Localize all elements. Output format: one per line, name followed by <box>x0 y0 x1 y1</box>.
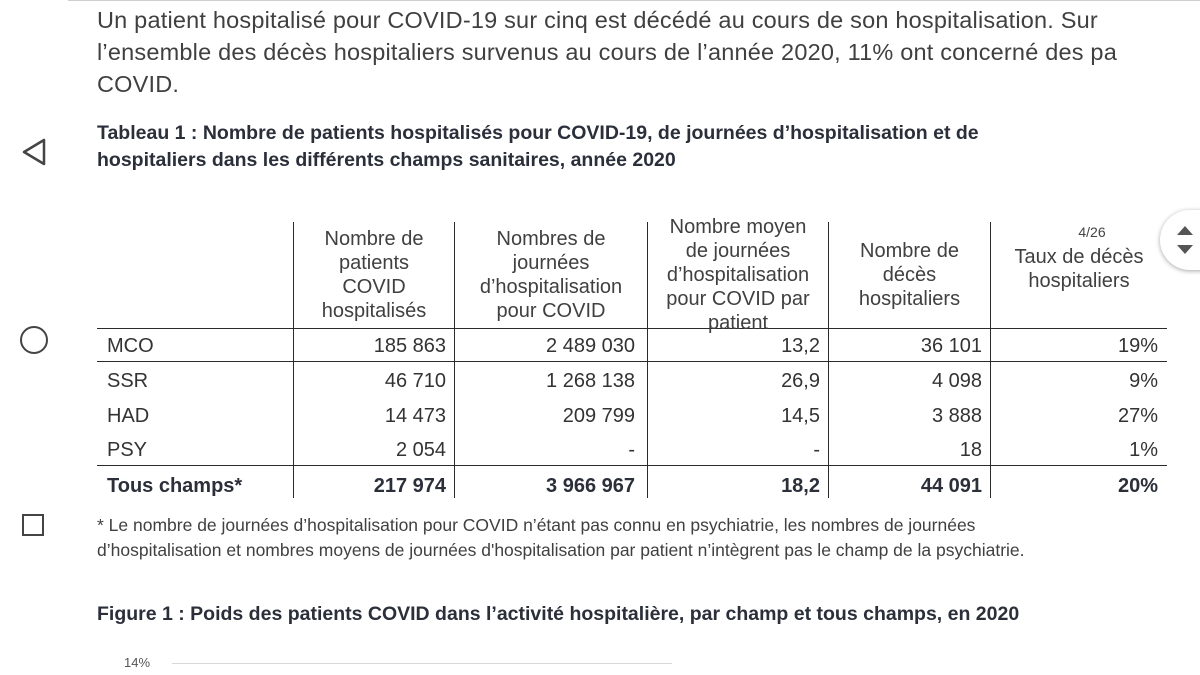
row-label: Tous champs* <box>107 475 243 497</box>
cell-moyen: 26,9 <box>781 370 820 392</box>
footnote-line: d’hospitalisation et nombres moyens de journées d'hospitalisation par patient n’intègrent pas le champ de la psychiatrie. <box>97 540 1025 560</box>
row-label: MCO <box>107 335 154 357</box>
figure-gridline <box>172 663 672 664</box>
cell-patients: 2 054 <box>395 439 446 461</box>
row-label: PSY <box>107 439 148 461</box>
table-caption-line: hospitaliers dans les différents champs sanitaires, année 2020 <box>97 149 676 171</box>
footnote-line: * Le nombre de journées d’hospitalisation pour COVID n’étant pas connu en psychiatrie, les nombres de journées <box>97 515 976 535</box>
intro-line: Un patient hospitalisé pour COVID-19 sur cinq est décédé au cours de son hospitalisation. Sur <box>97 7 1098 33</box>
cell-taux: 9% <box>1129 370 1158 392</box>
header-line: patient <box>707 312 769 334</box>
cell-journees: - <box>628 439 635 461</box>
row-label: SSR <box>107 370 149 392</box>
cell-deces: 18 <box>959 439 982 461</box>
header-line: hospitaliers <box>858 288 961 310</box>
header-line: Taux de décès <box>1014 246 1144 268</box>
intro-line: l’ensemble des décès hospitaliers survenus au cours de l’année 2020, 11% ont concerné des pa <box>97 39 1117 65</box>
cell-taux: 20% <box>1117 475 1158 497</box>
row-label: HAD <box>107 405 150 427</box>
cell-journees: 2 489 030 <box>546 335 635 357</box>
table-caption-line: Tableau 1 : Nombre de patients hospitalisés pour COVID-19, de journées d’hospitalisation et de <box>97 122 979 144</box>
cell-moyen: 13,2 <box>781 335 820 357</box>
scroll-arrows-icon <box>1176 222 1194 258</box>
cell-journees: 209 799 <box>562 405 635 427</box>
intro-line: COVID. <box>97 71 180 97</box>
cell-deces: 44 091 <box>920 475 982 497</box>
header-line: Nombre de <box>324 228 424 250</box>
cell-deces: 36 101 <box>920 335 982 357</box>
cell-taux: 1% <box>1129 439 1158 461</box>
header-deces <box>829 222 990 328</box>
figure-caption: Figure 1 : Poids des patients COVID dans l’activité hospitalière, par champ et tous champs, en 2020 <box>97 603 1020 625</box>
header-patients <box>294 222 454 328</box>
cell-journees: 3 966 967 <box>546 475 635 497</box>
header-line: COVID <box>342 276 406 298</box>
table-footnote <box>97 513 1177 563</box>
cell-patients: 185 863 <box>373 335 446 357</box>
data-table <box>97 216 1167 498</box>
intro-paragraph <box>97 4 1200 100</box>
cell-moyen: - <box>813 439 820 461</box>
header-line: hospitalisés <box>321 300 427 322</box>
header-line: journées <box>512 252 590 274</box>
header-line: d’hospitalisation <box>666 264 810 286</box>
cell-deces: 4 098 <box>931 370 982 392</box>
header-line: Nombre de <box>860 240 959 262</box>
cell-moyen: 14,5 <box>781 405 820 427</box>
page-indicator: 4/26 <box>1052 221 1132 243</box>
recents-square-icon[interactable] <box>22 514 44 536</box>
header-line: pour COVID <box>496 300 606 322</box>
cell-taux: 27% <box>1117 405 1158 427</box>
header-line: Nombre moyen <box>669 216 807 238</box>
header-nombre-moyen <box>648 216 828 334</box>
cell-moyen: 18,2 <box>781 475 820 497</box>
figure-y-tick: 14% <box>124 655 151 670</box>
header-line: Nombres de <box>496 228 606 250</box>
cell-patients: 46 710 <box>384 370 446 392</box>
header-line: hospitaliers <box>1028 270 1130 292</box>
header-line: d’hospitalisation <box>479 276 623 298</box>
home-circle-icon[interactable] <box>20 326 48 354</box>
header-line: patients <box>338 252 410 274</box>
header-journees <box>455 222 647 328</box>
cell-taux: 19% <box>1117 335 1158 357</box>
cell-deces: 3 888 <box>931 405 982 427</box>
header-line: de journées <box>685 240 791 262</box>
cell-patients: 14 473 <box>384 405 446 427</box>
back-triangle-icon[interactable] <box>20 137 50 167</box>
page-top-edge <box>68 0 1200 1</box>
header-line: pour COVID par <box>666 288 810 310</box>
cell-patients: 217 974 <box>373 475 446 497</box>
cell-journees: 1 268 138 <box>546 370 635 392</box>
table-caption <box>97 120 1197 174</box>
header-line: décès <box>882 264 937 286</box>
